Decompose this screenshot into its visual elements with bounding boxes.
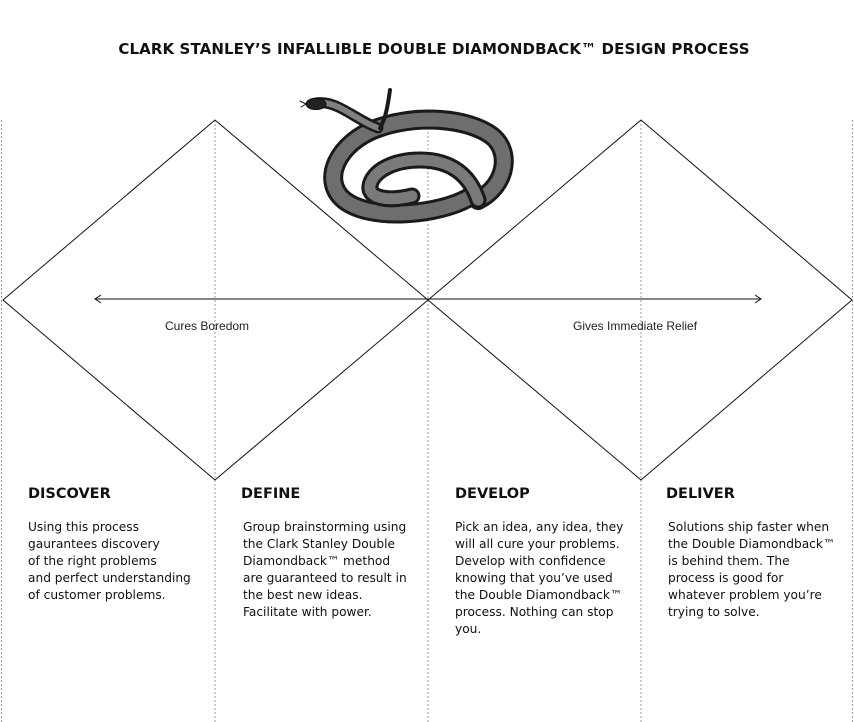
axis-label-cures-boredom: Cures Boredom <box>165 319 250 333</box>
phase-heading: DISCOVER <box>28 486 111 502</box>
phase-develop <box>455 486 645 638</box>
phase-description: Solutions ship faster when the Double Diamondback™ is behind them. The process is good for whatever problem you’re trying to solve. <box>668 520 836 619</box>
phase-description: Group brainstorming using the Clark Stanley Double Diamondback™ method are guaranteed to result in the best new ideas. Facilitate with power. <box>243 520 407 619</box>
phase-discover <box>28 486 218 604</box>
phase-description: Using this process gaurantees discovery of the right problems and perfect understanding of customer problems. <box>28 520 191 602</box>
phase-heading: DELIVER <box>666 486 735 502</box>
axis-label-gives-relief: Gives Immediate Relief <box>573 319 698 333</box>
snake-icon <box>300 90 504 213</box>
phase-define <box>241 486 431 621</box>
phase-heading: DEVELOP <box>455 486 530 502</box>
page-title: CLARK STANLEY’S INFALLIBLE DOUBLE DIAMONDBACK™ DESIGN PROCESS <box>118 40 750 58</box>
phase-deliver <box>666 486 854 621</box>
phase-heading: DEFINE <box>241 486 301 502</box>
phase-description: Pick an idea, any idea, they will all cure your problems. Develop with confidence knowing that you’ve used the Double Diamondback™ process. Nothing can stop you. <box>455 520 624 636</box>
